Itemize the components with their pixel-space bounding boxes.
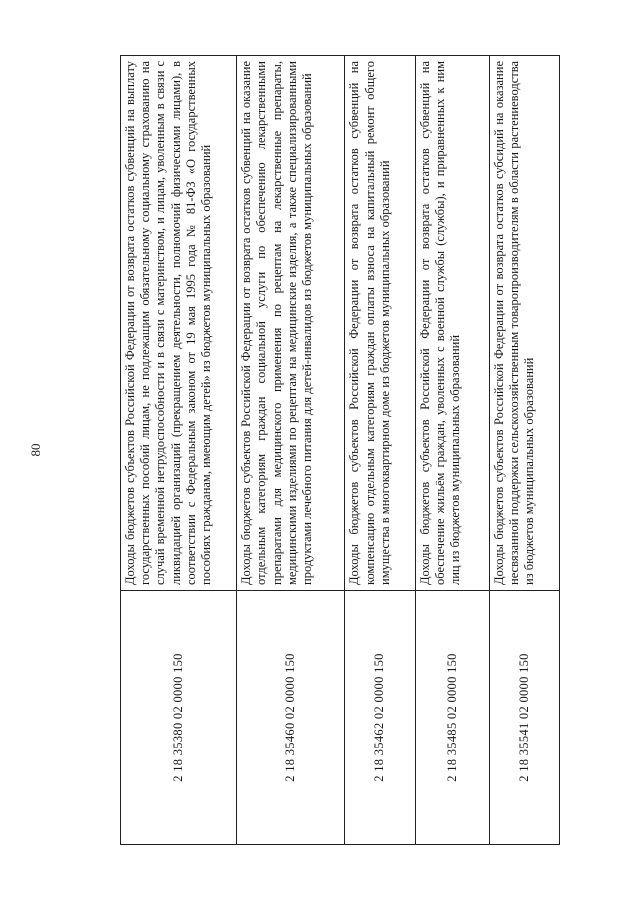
revenue-description-cell: Доходы бюджетов субъектов Российской Федерации от возврата остатков субвенций на обеспечение жильём граждан, уволенных с военной службы (службы), и приравненных к ним лиц из бюджетов муниципальных образований [415, 56, 489, 591]
table-row [121, 56, 237, 845]
revenue-description-cell: Доходы бюджетов субъектов Российской Федерации от возврата остатков субвенций на компенсацию отдельным категориям граждан оплаты взноса на капитальный ремонт общего имущества в многоквартирном доме из бюджетов муниципальных образований [345, 56, 415, 591]
revenue-description-cell: Доходы бюджетов субъектов Российской Федерации от возврата остатков субвенций на выплату государственных пособий лицам, не подлежащим обязательному социальному страхованию на случай временной нетрудоспособности и в связи с материнством, и лицам, уволенным в связи с ликвидацией организаций (прекращением деятельности, полномочий физическими лицами), в соответствии с Федеральным законом от 19 мая 1995 года № 81-ФЗ «О государственных пособиях гражданам, имеющим детей» из бюджетов муниципальных образований [121, 56, 237, 591]
table-row [345, 56, 415, 845]
budget-code-cell: 2 18 35460 02 0000 150 [237, 591, 345, 845]
page-number: 80 [28, 443, 43, 457]
budget-code-cell: 2 18 35485 02 0000 150 [415, 591, 489, 845]
table-row [489, 56, 559, 845]
revenue-codes-table [120, 55, 560, 845]
rotated-table-area [120, 55, 560, 845]
budget-code-cell: 2 18 35462 02 0000 150 [345, 591, 415, 845]
table-row [415, 56, 489, 845]
revenue-description-cell: Доходы бюджетов субъектов Российской Федерации от возврата остатков субвенций на оказание отдельным категориям граждан социальной услуги по обеспечению лекарственными препаратами для медицинского применения по рецептам на лекарственные препараты, медицинскими изделиями по рецептам на медицинские изделия, а также специализированными продуктами лечебного питания для детей-инвалидов из бюджетов муниципальных образований [237, 56, 345, 591]
budget-code-cell: 2 18 35380 02 0000 150 [121, 591, 237, 845]
budget-code-cell: 2 18 35541 02 0000 150 [489, 591, 559, 845]
table-row [237, 56, 345, 845]
revenue-description-cell: Доходы бюджетов субъектов Российской Федерации от возврата остатков субсидий на оказание несвязанной поддержки сельскохозяйственным товаропроизводителям в области растениеводства из бюджетов муниципальных образований [489, 56, 559, 591]
